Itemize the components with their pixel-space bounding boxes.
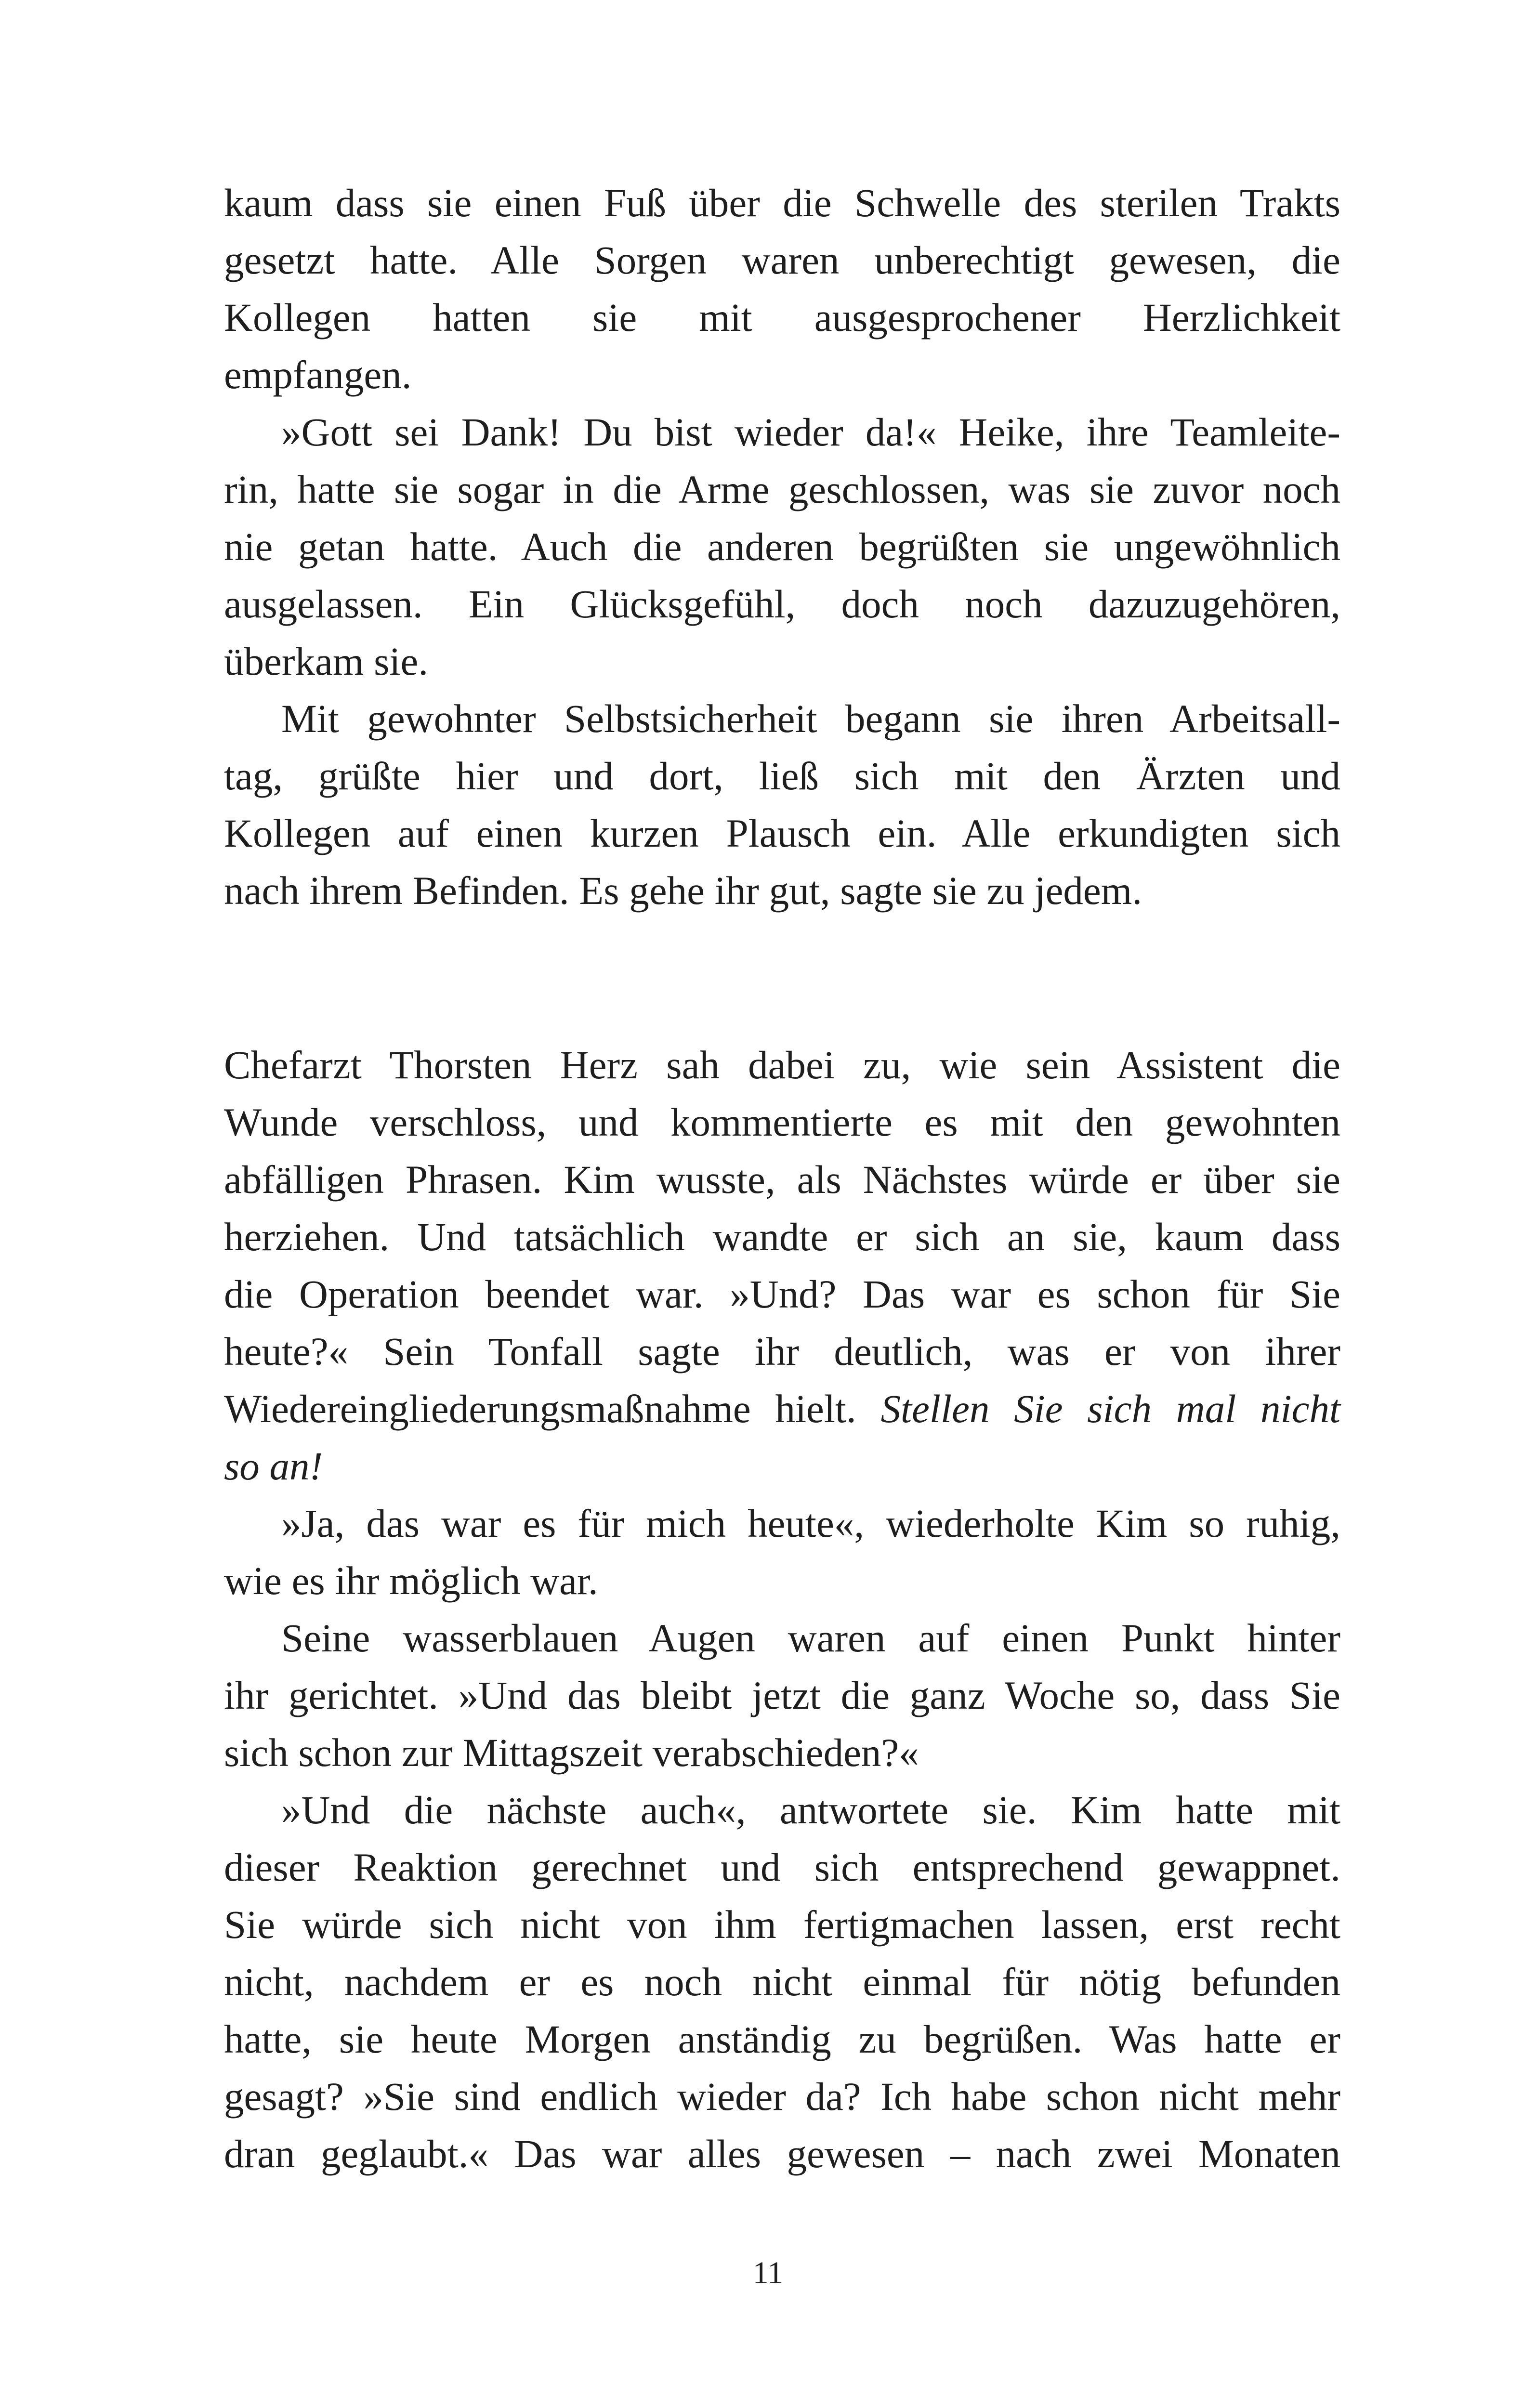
text-line: »Ja, das war es für mich heute«, wiederholte Kim so ruhig, bbox=[281, 1501, 1340, 1545]
italic-text: Stellen Sie sich mal nicht bbox=[880, 1387, 1341, 1431]
text-line: gesetzt hatte. Alle Sorgen waren unberechtigt gewesen, die bbox=[224, 238, 1340, 282]
text-line: Kollegen hatten sie mit ausgesprochener Herzlichkeit bbox=[224, 295, 1340, 340]
text-line bbox=[224, 1380, 1340, 1438]
text-line: sich schon zur Mittagszeit verabschieden?« bbox=[224, 1730, 919, 1775]
text-line: dran geglaubt.« Das war alles gewesen – nach zwei Monaten bbox=[224, 2132, 1340, 2176]
text-line: herziehen. Und tatsächlich wandte er sich an sie, kaum dass bbox=[224, 1215, 1340, 1259]
text-line: tag, grüßte hier und dort, ließ sich mit den Ärzten und bbox=[224, 754, 1340, 798]
text-line: nach ihrem Befinden. Es gehe ihr gut, sagte sie zu jedem. bbox=[224, 868, 1142, 913]
text-line: Chefarzt Thorsten Herz sah dabei zu, wie sein Assistent die bbox=[224, 1043, 1340, 1087]
text-line: ihr gerichtet. »Und das bleibt jetzt die ganz Woche so, dass Sie bbox=[224, 1673, 1340, 1717]
text-line: heute?« Sein Tonfall sagte ihr deutlich, was er von ihrer bbox=[224, 1329, 1340, 1374]
text-line: »Und die nächste auch«, antwortete sie. Kim hatte mit bbox=[281, 1788, 1340, 1832]
text-line: dieser Reaktion gerechnet und sich entsprechend gewappnet. bbox=[224, 1845, 1340, 1889]
text-line: gesagt? »Sie sind endlich wieder da? Ich habe schon nicht mehr bbox=[224, 2074, 1340, 2119]
text-section-1 bbox=[224, 174, 1340, 919]
text-fragment: Wiedereingliederungsmaßnahme hielt. bbox=[224, 1387, 856, 1431]
text-line: empfangen. bbox=[224, 353, 412, 397]
text-line bbox=[224, 1438, 1340, 1495]
text-line: »Gott sei Dank! Du bist wieder da!« Heike, ihre Teamleite- bbox=[281, 410, 1340, 454]
text-section-2 bbox=[224, 1036, 1340, 2183]
text-line: Seine wasserblauen Augen waren auf einen Punkt hinter bbox=[281, 1616, 1340, 1660]
text-line: kaum dass sie einen Fuß über die Schwelle des sterilen Trakts bbox=[224, 181, 1340, 225]
italic-text: so an! bbox=[224, 1444, 323, 1488]
text-line: nicht, nachdem er es noch nicht einmal für nötig befunden bbox=[224, 1960, 1340, 2004]
text-line: abfälligen Phrasen. Kim wusste, als Nächstes würde er über sie bbox=[224, 1157, 1340, 1202]
text-line: die Operation beendet war. »Und? Das war es schon für Sie bbox=[224, 1272, 1340, 1316]
text-line: wie es ihr möglich war. bbox=[224, 1558, 598, 1603]
text-line: hatte, sie heute Morgen anständig zu begrüßen. Was hatte er bbox=[224, 2017, 1340, 2061]
text-line: ausgelassen. Ein Glücksgefühl, doch noch dazuzugehören, bbox=[224, 582, 1340, 626]
text-line: überkam sie. bbox=[224, 639, 429, 683]
page-number: 11 bbox=[752, 2255, 784, 2290]
text-line: Mit gewohnter Selbstsicherheit begann sie ihren Arbeitsall- bbox=[281, 696, 1340, 741]
text-line: Kollegen auf einen kurzen Plausch ein. Alle erkundigten sich bbox=[224, 811, 1340, 855]
text-line: Sie würde sich nicht von ihm fertigmachen lassen, erst recht bbox=[224, 1902, 1340, 1947]
text-line: rin, hatte sie sogar in die Arme geschlossen, was sie zuvor noch bbox=[224, 467, 1340, 511]
text-line: Wunde verschloss, und kommentierte es mit den gewohnten bbox=[224, 1100, 1340, 1144]
text-line: nie getan hatte. Auch die anderen begrüßten sie ungewöhnlich bbox=[224, 524, 1340, 569]
